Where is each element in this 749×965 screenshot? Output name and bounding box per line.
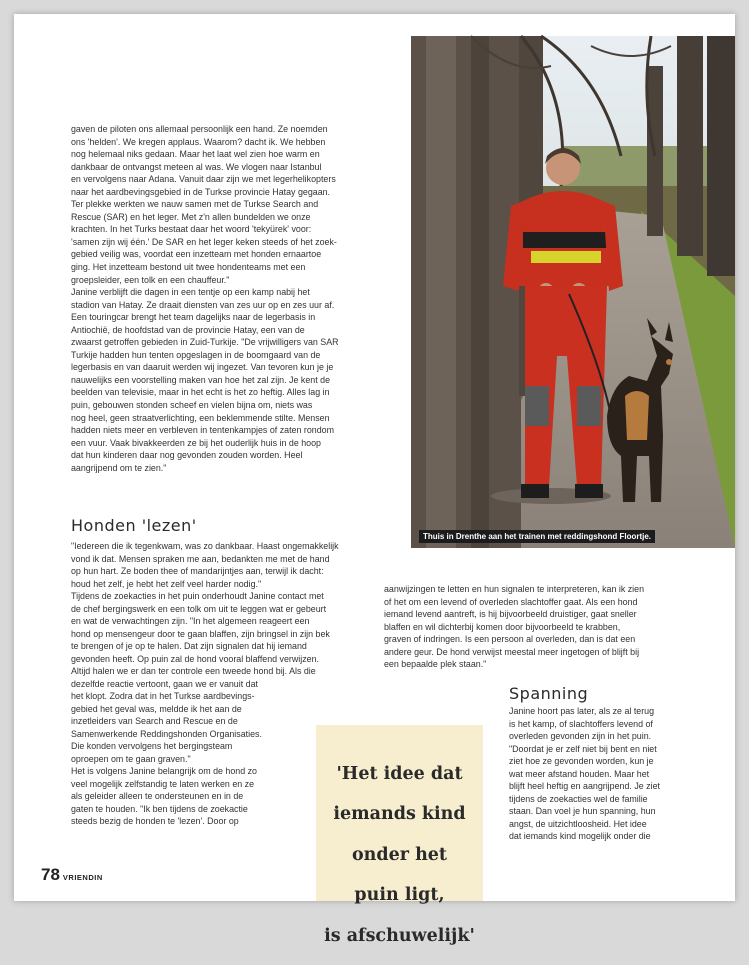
pull-quote-line: onder het [351,844,448,865]
body-text-line: "Doordat je er zelf niet bij bent en niet [509,743,657,754]
body-text-line: hadden niets meer en verbleven in tentenkampjes of zaten rondom [71,425,334,436]
magazine-page [14,14,735,946]
body-text-line: gaten te houden. "Ik ben tijdens de zoekactie [71,803,248,814]
pull-quote-line: is afschuwelijk' [324,925,475,946]
body-text-line: 'samen zijn wij één.' De SAR en het leger keken steeds of het zoek- [71,236,337,247]
body-text-line: veel mogelijk zelfstandig te laten werken en ze [71,778,255,789]
body-text-line: inzetleiders van Search and Rescue en de [71,716,238,727]
body-text-line: angst, de uitzichtloosheid. Het idee [509,818,647,829]
body-text-line: aanwijzingen te letten en hun signalen te interpreteren, kan ik zien [384,584,645,594]
body-text-line: staan. Dan voel je hun spanning, hun [509,806,656,817]
body-text-line: een bepaalde plek staan." [384,659,487,670]
body-text-line: is het kamp, of slachtoffers levend of [509,718,653,729]
body-text-line: legerbasis en van daaruit werden wij ingezet. Van tevoren kun je je [71,362,334,373]
body-text-line: iemand levend aantreft, is hij bijvoorbeeld druistiger, gaat sneller [384,609,637,620]
photo-handler-with-dog [411,36,735,548]
body-text-line: beelden van televisie, maar in het echt is het zo heftig. Alles lag in [71,387,330,398]
body-text-line: Janine hoort pas later, als ze al terug [509,706,655,716]
body-text-line: hond op mensengeur door te gaan blaffen, zijn bringsel in zijn bek [71,628,330,639]
body-text-line: Die konden vervolgens het bergingsteam [71,741,233,752]
body-text-line: te brengen of je op te halen. Dat zijn signalen dat hij iemand [71,641,307,652]
body-text-line: krachten. In het Turks bestaat daar het woord 'tekyürek' voor: [71,224,312,235]
body-text-line: vond ik dat. Mensen spraken me aan, bedankten me met de hand [71,553,330,564]
body-text-line: aangrijpend om te zien." [71,462,167,473]
body-text-line: dezelfde reactie vertoont, gaan we er vanuit dat [71,679,258,690]
pull-quote-line: 'Het idee dat [336,763,463,784]
body-text-line: Antiochië, de hoofdstad van de provincie Hatay, een van de [71,324,305,335]
body-text-line: Altijd halen we er dan ter controle een tweede hond bij. Als die [71,666,316,677]
body-text-line: Rescue (SAR) en het leger. Met z'n allen bundelden we onze [71,211,311,222]
body-text-line: gevonden heeft. Op puin zal de hond vooral blaffend verwijzen. [71,653,320,664]
body-text-line: ons 'helden'. We kregen applaus. Waarom? dacht ik. We hebben [71,136,326,147]
page-footer [41,865,103,885]
honden-column [71,540,356,691]
body-text-line: gebied veilig was, voordat een inzetteam met honden ernaartoe [71,249,322,260]
body-text-line: Turkije hadden hun tenten opgeslagen in de boomgaard van de [71,349,321,360]
body-text-line: een vuur. Vaak bivakkeerden ze bij het ouderlijk huis in de hoop [71,437,321,448]
body-text-line: en vervolgens naar Adana. Vanuit daar zijn we met legerhelikopters [71,174,336,185]
middle-column [384,583,709,671]
body-text-line: naar het aardbevingsgebied in de Turkse provincie Hatay gegaan. [71,186,331,197]
body-text-line: nog helemaal niks gedaan. Maar het laat wel zien hoe warm en [71,149,320,160]
body-text-line: oproepen om te gaan graven." [71,753,191,764]
section-heading-honden: Honden 'lezen' [71,516,197,535]
pull-quote-line: puin ligt, [354,885,445,905]
body-text-line: dat hun kinderen daar nog gevonden zouden worden. Heel [71,450,303,461]
body-text-line: Janine verblijft die dagen in een tentje op een kamp nabij het [71,287,310,298]
honden-column-continued [71,690,291,828]
body-text-line: gaven de piloten ons allemaal persoonlijk een hand. Ze noemden [71,124,328,134]
body-text-line: of het om een levend of overleden slachtoffer gaat. Als een hond [384,596,638,607]
body-text-line: blijft heel heftig en aangrijpend. Je ziet [509,781,660,792]
pull-quote-text [316,745,483,965]
body-text-line: Het is volgens Janine belangrijk om de hond zo [71,766,257,777]
body-text-line: op hun hart. Ze boden thee of mandarijntjes aan, terwijl ik dacht: [71,566,324,577]
body-text-line: en wat de verwachtingen zijn. "In het algemeen reageert een [71,616,310,627]
body-text-line: nog heel, geen straatverlichting, een beklemmende stilte. Mensen [71,412,330,423]
body-text-line: nauwelijks een voorstelling maken van hoe het zal zijn. Je kent de [71,374,331,385]
body-text-line: als geleider alleen te ondersteunen en in de [71,791,244,802]
body-text-line: groepsleider, een tolk en een chauffeur." [71,274,230,285]
body-text-line: puin, gebouwen stonden scheef en vielen bijna om, niets was [71,400,313,411]
body-text-line: stadion van Hatay. Ze draait diensten van zes uur op en zes uur af. [71,299,335,310]
body-text-line: overleden gevonden zijn in het puin. [509,731,652,742]
page-number: 78 [41,865,60,884]
body-text-line: blaffen en wil dichterbij komen door bijvoorbeeld te krabben, [384,621,621,632]
section-heading-spanning: Spanning [509,684,589,703]
body-text-line: zwaarst getroffen gebieden in Zuid-Turkije. "De vrijwilligers van SAR [71,337,339,348]
body-text-line: dat iemands kind mogelijk onder die [509,831,651,842]
body-text-line: het klopt. Zodra dat in het Turkse aardbevings- [71,691,255,701]
body-text-line: houd het zelf, je hebt het zelf veel harder nodig." [71,578,262,589]
photo-caption: Thuis in Drenthe aan het trainen met reddingshond Floortje. [419,530,655,543]
body-text-line: Samenwerkende Reddingshonden Organisaties. [71,728,262,739]
body-text-line: de chef bergingswerk en een tolk om uit te leggen wat er gebeurt [71,603,327,614]
body-text-line: steeds bezig de honden te 'lezen'. Door op [71,816,239,827]
body-text-line: graven of indringen. Is een persoon al overleden, dan is dat een [384,634,636,645]
pull-quote-line: iemands kind [333,804,466,824]
body-text-line: ging. Het inzetteam bestond uit twee hondenteams met een [71,262,306,273]
body-text-line: Een touringcar brengt het team dagelijks naar de legerbasis in [71,312,316,323]
body-text-line: ziet hoe ze gevonden worden, kun je [509,756,654,767]
pull-quote-box [316,725,483,946]
body-text-line: Tijdens de zoekacties in het puin onderhoudt Janine contact met [71,591,324,602]
spanning-column [509,705,709,843]
body-text-line: wat meer afstand houden. Maar het [509,768,650,779]
body-text-line: tijdens de zoekacties wel de familie [509,793,648,804]
body-text-line: Ter plekke werkten we nauw samen met de Turkse Search and [71,199,319,210]
body-text-line: andere geur. De hond verwijst meestal meer ingetogen of blijft bij [384,646,640,657]
intro-column [71,123,356,474]
body-text-line: dankbaar de ontvangst meteen al was. We vlogen naar Istanbul [71,161,322,172]
magazine-name: VRIENDIN [62,873,103,882]
body-text-line: gebied het geval was, meldde ik het aan de [71,703,242,714]
body-text-line: "Iedereen die ik tegenkwam, was zo dankbaar. Haast ongemakkelijk [71,541,339,551]
